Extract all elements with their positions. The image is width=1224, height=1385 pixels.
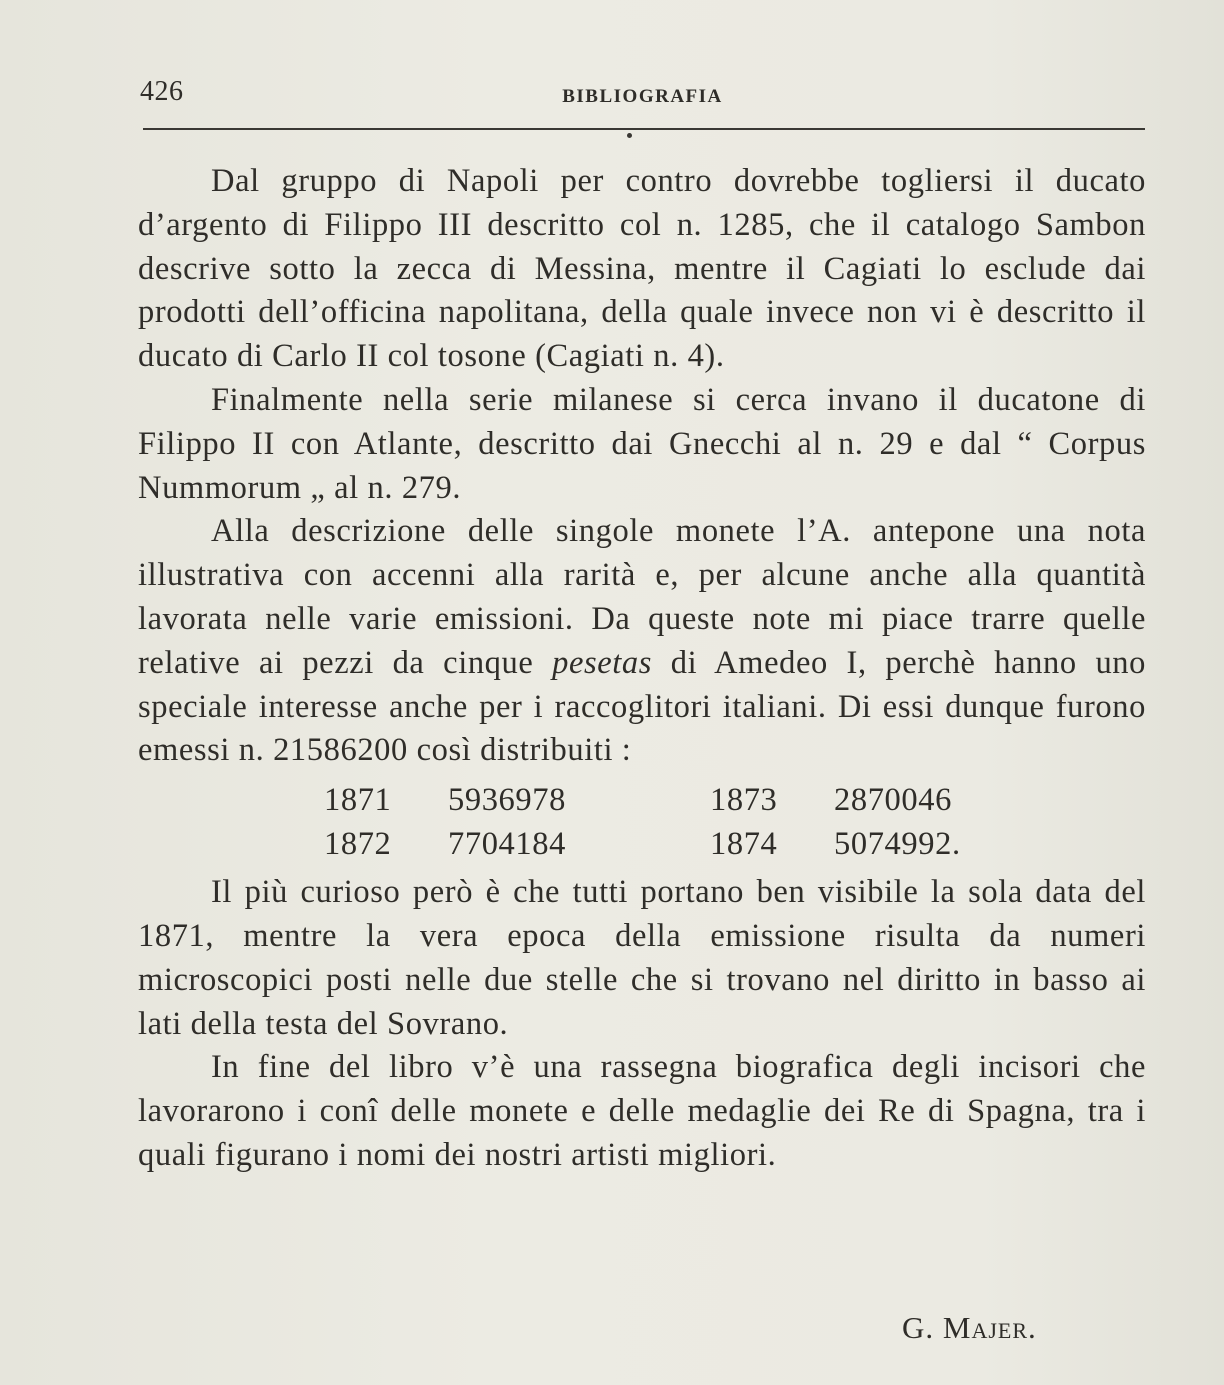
year-cell: 1874 [710, 826, 778, 863]
year-cell: 1871 [324, 782, 392, 819]
count-cell: 7704184 [448, 826, 566, 863]
count-cell: 5074992. [834, 826, 961, 863]
paragraph-descrizione-end: di Amedeo I, perchè hanno uno speciale interesse anche per i raccoglitori italiani. Di essi dunque furono emessi n. 21586200 così distribuiti : [138, 644, 1146, 769]
emission-table [138, 779, 1146, 871]
body-text [138, 160, 1146, 1178]
year-cell: 1873 [710, 782, 778, 819]
paragraph-descrizione [138, 510, 1146, 773]
paragraph-descrizione-start: Alla descrizione delle singole monete l’A. antepone una nota illustrativa con accenni alla rarità e, per alcune anche alla quantità lavorata nelle varie emissioni. Da queste note mi piace trarre quelle relative ai pezzi da cinque [138, 513, 1146, 681]
page-number: 426 [140, 76, 184, 107]
count-cell: 5936978 [448, 782, 566, 819]
count-cell: 2870046 [834, 782, 952, 819]
table-row [138, 823, 1146, 867]
rule-ornament [627, 133, 632, 138]
paragraph-rassegna: In fine del libro v’è una rassegna biografica degli incisori che lavorarono i conî delle monete e delle medaglie dei Re di Spagna, tra i quali figurano i nomi dei nostri artisti migliori. [138, 1049, 1146, 1173]
header-rule [143, 128, 1145, 130]
year-cell: 1872 [324, 826, 392, 863]
page-header [140, 72, 1145, 112]
paragraph-milanese: Finalmente nella serie milanese si cerca invano il ducatone di Filippo II con Atlante, descritto dai Gnecchi al n. 29 e dal “ Corpus Nummorum „ al n. 279. [138, 381, 1146, 506]
paragraph-descrizione-italic: pesetas [552, 644, 652, 681]
author-signature: G. Majer. [902, 1310, 1037, 1345]
paragraph-napoli: Dal gruppo di Napoli per contro dovrebbe togliersi il ducato d’argento di Filippo III descritto col n. 1285, che il catalogo Sambon descrive sotto la zecca di Messina, mentre il Cagiati lo esclude dai prodotti dell’officina napolitana, della quale invece non vi è descritto il ducato di Carlo II col tosone (Cagiati n. 4). [138, 163, 1146, 375]
running-head: BIBLIOGRAFIA [562, 86, 723, 107]
paragraph-curioso: Il più curioso però è che tutti portano ben visibile la sola data del 1871, mentre la vera epoca della emissione risulta da numeri microscopici posti nelle due stelle che si trovano nel diritto in basso ai lati della testa del Sovrano. [138, 874, 1146, 1042]
table-row [138, 779, 1146, 823]
